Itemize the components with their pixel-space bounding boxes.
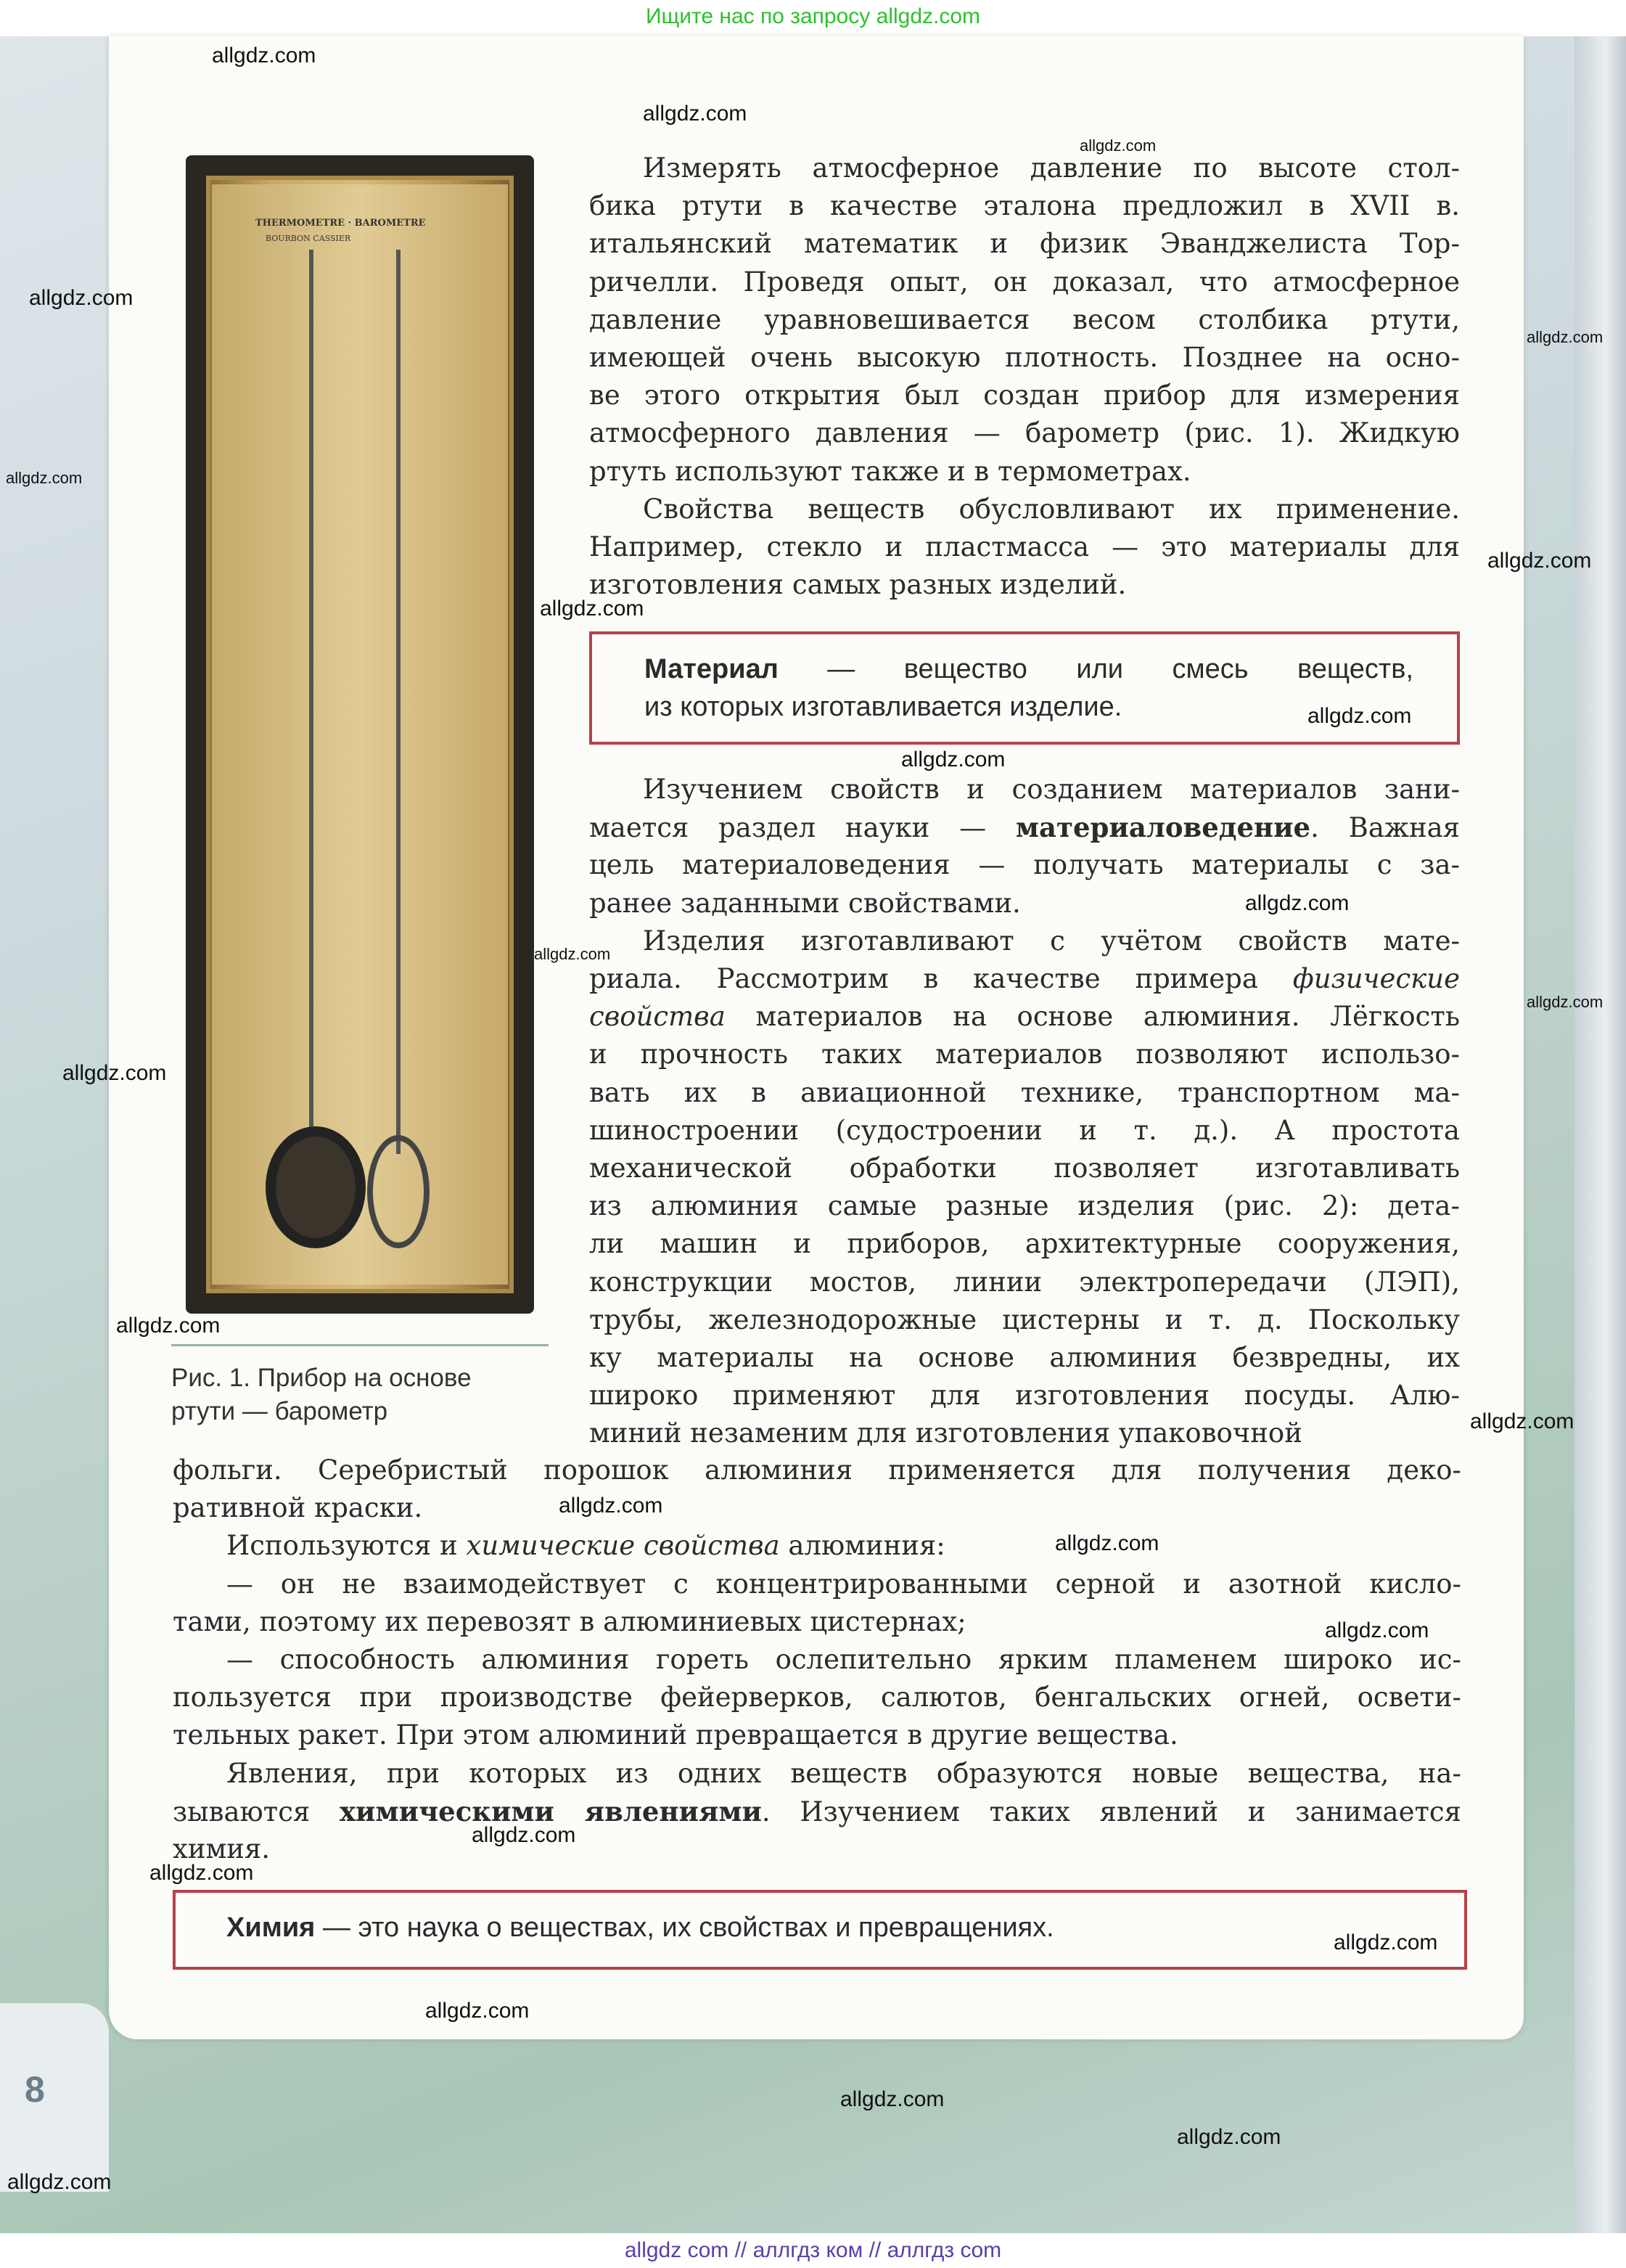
text-line: из алюминия самые разные изделия (рис. 2): дета-	[589, 1190, 1460, 1221]
text-span: алюминия:	[779, 1530, 945, 1561]
watermark: allgdz.com	[1334, 1931, 1438, 1954]
text-line: Свойства веществ обусловливают их применение.	[643, 494, 1460, 525]
text-span: материалов на основе алюминия. Лёгкость	[725, 1001, 1460, 1032]
text-line: ртуть используют также и в термометрах.	[589, 456, 1191, 487]
watermark: allgdz.com	[116, 1314, 221, 1338]
caption-rule	[171, 1344, 549, 1346]
text-span: мается раздел науки —	[589, 812, 1016, 843]
text-line: Явления, при которых из одних веществ образуются новые вещества, на-	[226, 1758, 1461, 1789]
watermark: allgdz.com	[1055, 1531, 1159, 1555]
watermark: allgdz.com	[29, 286, 134, 310]
text-line: шиностроении (судостроении и т. д.). А простота	[589, 1115, 1460, 1146]
watermark: allgdz.com	[1307, 704, 1412, 728]
watermark: allgdz.com	[6, 469, 83, 487]
text-span: . Изучением таких явлений и занимается	[761, 1796, 1461, 1827]
definition-chemistry	[173, 1890, 1467, 1970]
caption-line: ртути — барометр	[171, 1397, 388, 1425]
text-line: ративной краски.	[173, 1492, 423, 1523]
bold-term: химическими явлениями	[339, 1796, 762, 1827]
text-line: Например, стекло и пластмасса — это материалы для	[589, 531, 1460, 562]
text-line: тельных ракет. При этом алюминий превращается в другие вещества.	[173, 1719, 1178, 1751]
watermark: allgdz.com	[1527, 993, 1604, 1011]
text-line: изготовления самых разных изделий.	[589, 569, 1127, 600]
text-line: имеющей очень высокую плотность. Позднее на осно-	[589, 342, 1460, 373]
text-line: ку материалы на основе алюминия безвредны, их	[589, 1342, 1460, 1373]
watermark: allgdz.com	[472, 1823, 576, 1847]
text-line: — способность алюминия гореть ослепительно ярким пламенем широко ис-	[226, 1644, 1461, 1675]
text-line: ве этого открытия был создан прибор для измерения	[589, 380, 1460, 411]
text-span: Используются и	[226, 1530, 467, 1561]
text-span: Изучением свойств и созданием материалов зани-	[643, 774, 1460, 805]
text-line: и прочность таких материалов позволяют использо-	[589, 1039, 1460, 1070]
text-line: Измерять атмосферное давление по высоте стол-	[643, 152, 1460, 184]
italic-term: химические свойства	[466, 1530, 780, 1561]
text-line: бика ртути в качестве эталона предложил в XVII в.	[589, 190, 1460, 221]
text-line	[173, 1793, 1461, 1831]
watermark: allgdz.com	[540, 597, 644, 621]
italic-term: свойства	[589, 1001, 726, 1032]
watermark: allgdz.com	[534, 945, 611, 963]
caption-line: Рис. 1. Прибор на основе	[171, 1364, 472, 1392]
page-edge	[1574, 36, 1626, 2233]
photo-label: THERMOMETRE · BAROMETRE	[255, 218, 426, 229]
text-span: риала. Рассмотрим в качестве примера	[589, 963, 1293, 994]
text-line: Изделия изготавливают с учётом свойств мате-	[643, 925, 1460, 957]
watermark: allgdz.com	[1487, 549, 1592, 573]
text-line: вать их в авиационной технике, транспортном ма-	[589, 1077, 1460, 1108]
photo-label: BOURBON CASSIER	[266, 234, 351, 243]
text-line: итальянский математик и физик Эванджелиста Тор-	[589, 228, 1460, 259]
top-banner: Ищите нас по запросу allgdz.com	[0, 0, 1626, 36]
watermark: allgdz.com	[1527, 328, 1604, 346]
text-line: механической обработки позволяет изготавливать	[589, 1153, 1460, 1184]
text-line	[589, 960, 1460, 998]
italic-term: физические	[1292, 963, 1460, 994]
watermark: allgdz.com	[62, 1061, 167, 1085]
text-line: давление уравновешивается весом столбика ртути,	[589, 304, 1460, 335]
text-line: — он не взаимодействует с концентрированными серной и азотной кисло-	[226, 1568, 1461, 1600]
page-number: 8	[25, 2069, 45, 2110]
watermark: allgdz.com	[840, 2087, 945, 2111]
text-line: миний незаменим для изготовления упаковочной	[589, 1417, 1302, 1449]
figure-caption	[171, 1362, 472, 1428]
page-corner	[0, 2003, 109, 2192]
text-line	[226, 1527, 1461, 1565]
watermark: allgdz.com	[1177, 2125, 1281, 2149]
text-line: конструкции мостов, линии электропередачи (ЛЭП),	[589, 1266, 1460, 1298]
text-line: ли машин и приборов, архитектурные сооружения,	[589, 1228, 1460, 1259]
watermark: allgdz.com	[643, 102, 747, 126]
watermark: allgdz.com	[1470, 1409, 1574, 1433]
definition-text: из которых изготавливается изделие.	[644, 692, 1122, 722]
term: Материал	[644, 654, 779, 684]
bold-term: материаловедение	[1015, 811, 1311, 843]
watermark: allgdz.com	[7, 2170, 112, 2194]
watermark: allgdz.com	[901, 748, 1006, 771]
watermark: allgdz.com	[425, 1999, 530, 2023]
watermark: allgdz.com	[1245, 891, 1350, 915]
text-line	[589, 808, 1460, 847]
text-line: пользуется при производстве фейерверков, салютов, бенгальских огней, освети-	[173, 1682, 1461, 1713]
watermark: allgdz.com	[1080, 136, 1157, 155]
watermark: allgdz.com	[149, 1861, 254, 1885]
text-line: тами, поэтому их перевозят в алюминиевых цистернах;	[173, 1606, 966, 1637]
text-line	[643, 771, 1460, 808]
watermark: allgdz.com	[1325, 1618, 1429, 1642]
text-span: . Важная	[1310, 812, 1461, 843]
text-line: ричелли. Проведя опыт, он доказал, что атмосферное	[589, 266, 1460, 298]
text-span: зываются	[173, 1796, 340, 1827]
text-line: цель материаловедения — получать материалы с за-	[589, 849, 1460, 880]
text-line: широко применяют для изготовления посуды. Алю-	[589, 1380, 1460, 1411]
barometer-photo	[186, 155, 534, 1314]
text-line: трубы, железнодорожные цистерны и т. д. Поскольку	[589, 1304, 1460, 1335]
bottom-banner: allgdz com // аллгдз ком // аллгдз com	[0, 2233, 1626, 2268]
text-line: ранее заданными свойствами.	[589, 888, 1021, 919]
definition-text: — это наука о веществах, их свойствах и превращениях.	[315, 1912, 1054, 1943]
watermark: allgdz.com	[212, 44, 316, 67]
watermark: allgdz.com	[559, 1494, 663, 1518]
term: Химия	[226, 1912, 316, 1943]
text-line	[589, 998, 1460, 1036]
text-line: химия.	[173, 1833, 271, 1864]
text-line: фольги. Серебристый порошок алюминия применяется для получения деко-	[173, 1454, 1461, 1486]
definition-text: — вещество или смесь веществ,	[778, 654, 1413, 684]
text-line: атмосферного давления — барометр (рис. 1). Жидкую	[589, 417, 1460, 449]
